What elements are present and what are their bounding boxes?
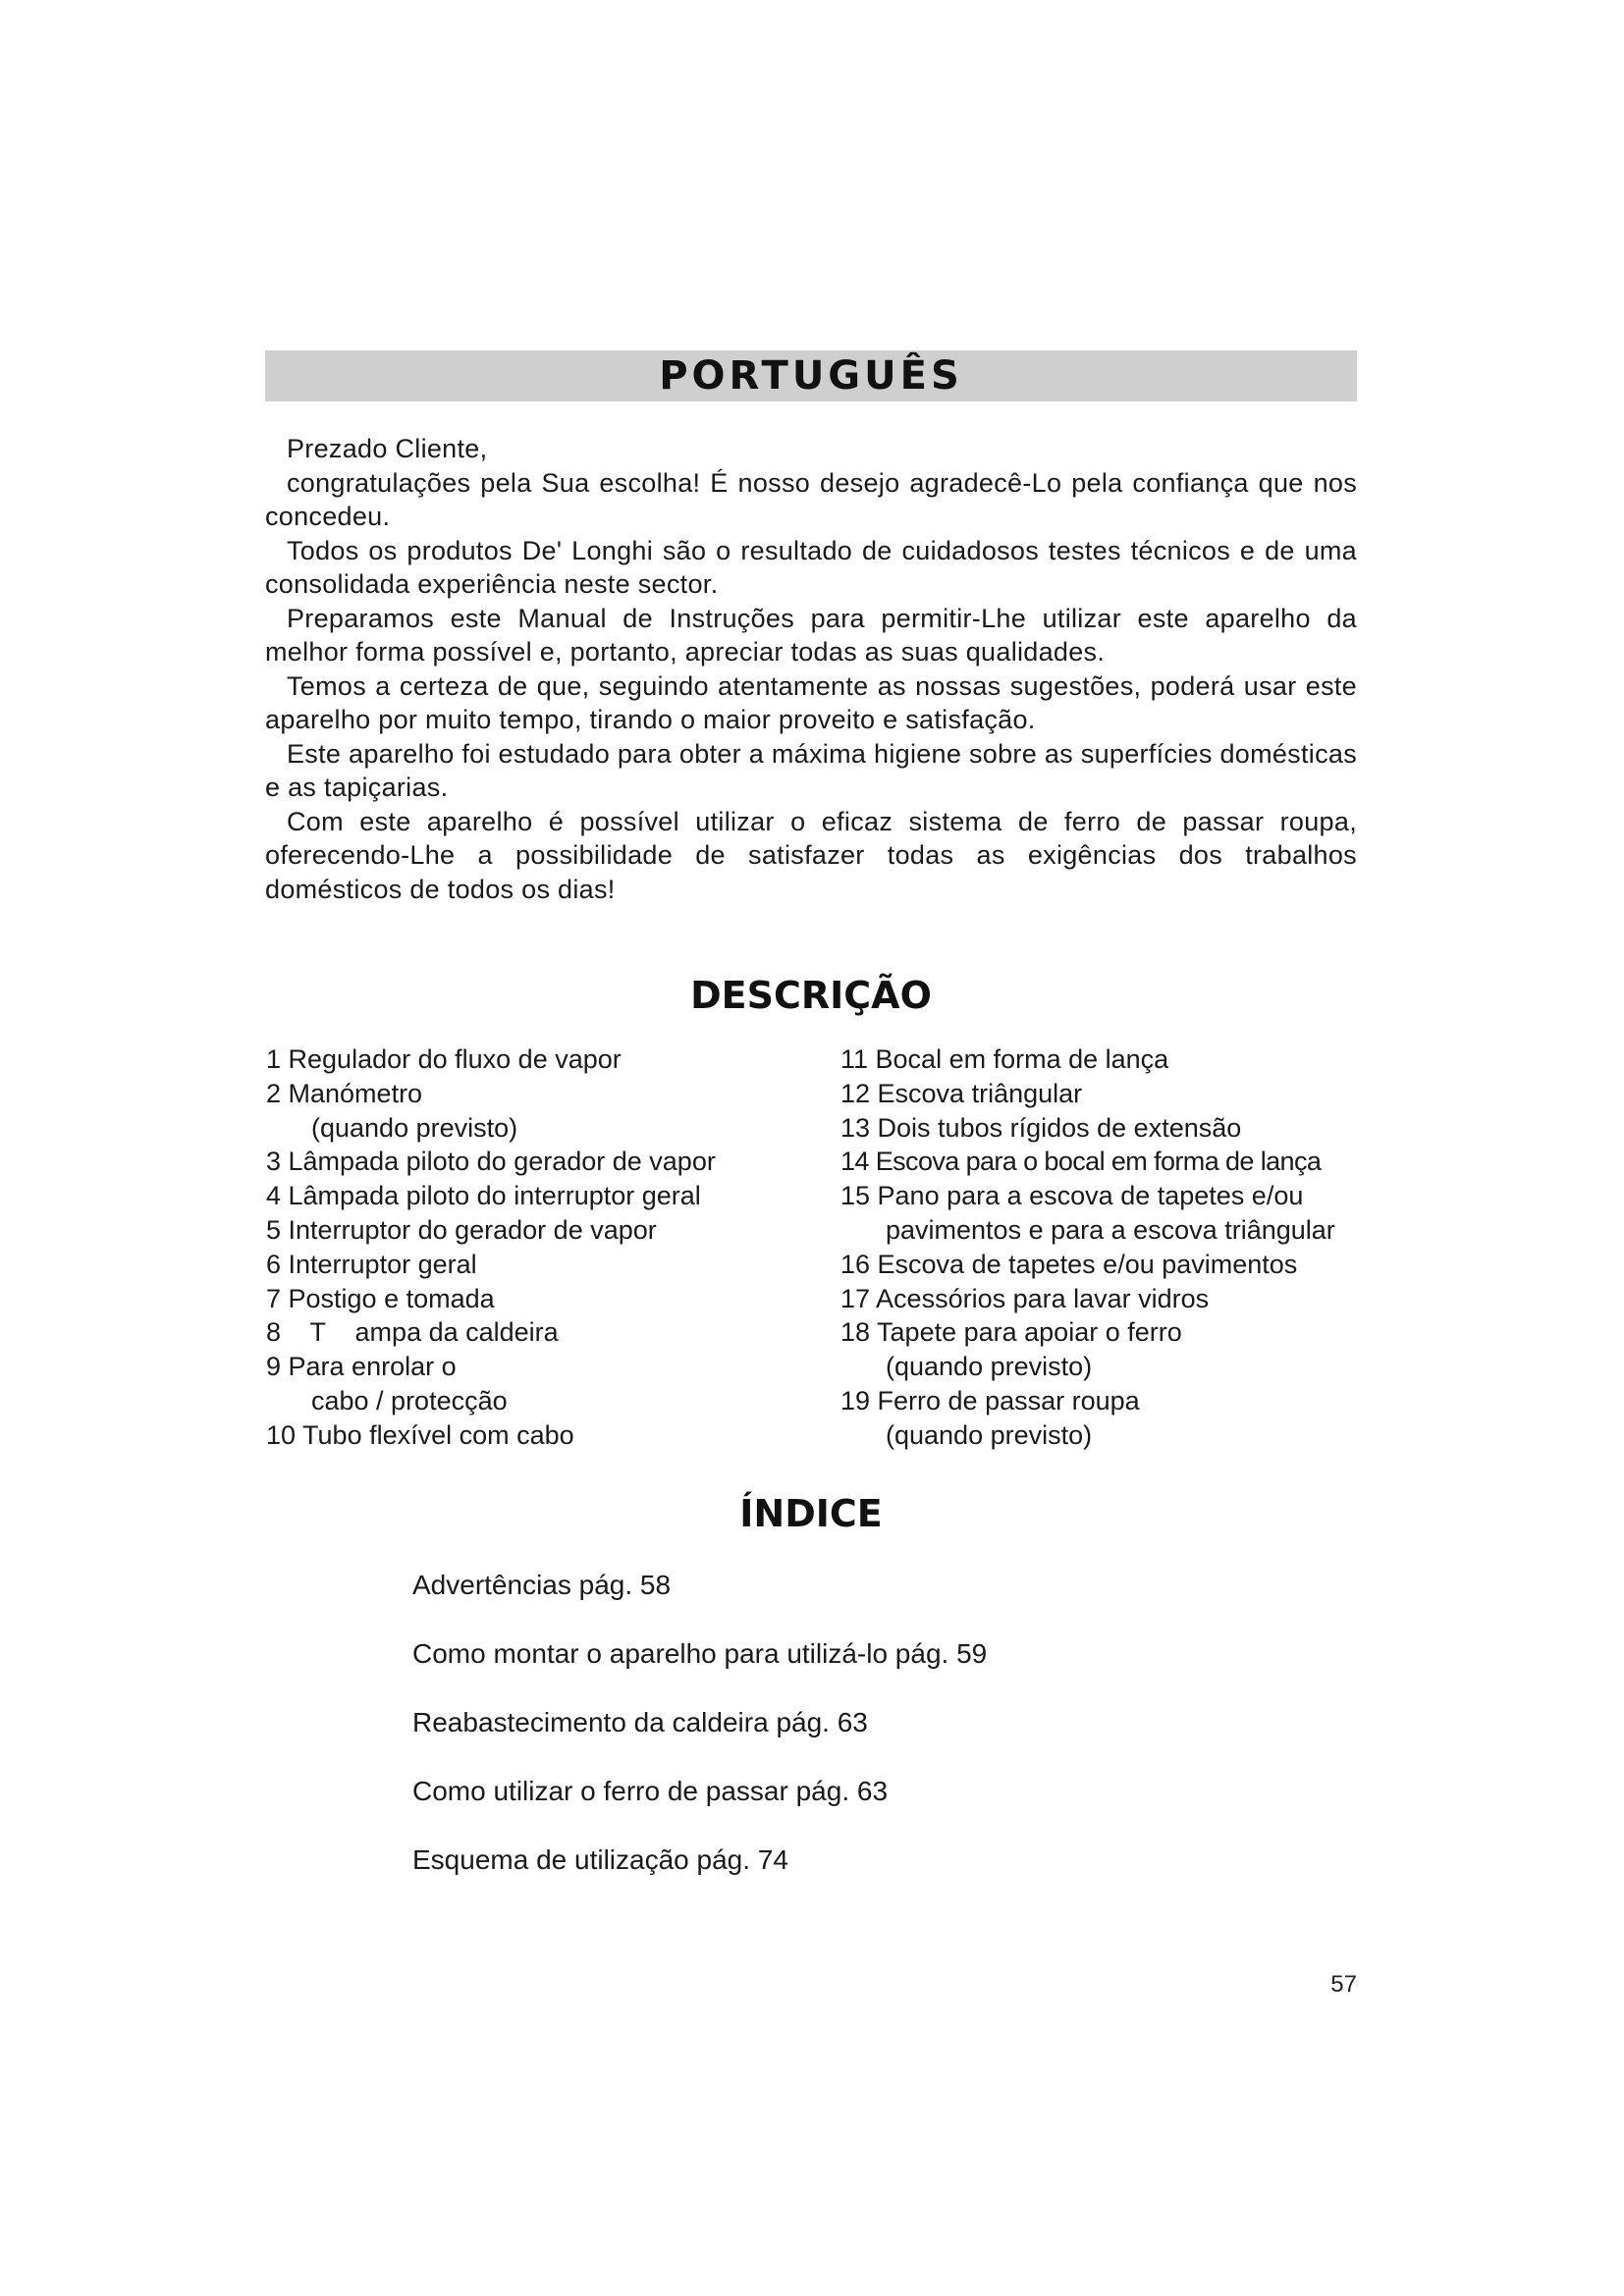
list-item: 19 Ferro de passar roupa (840, 1385, 1140, 1415)
list-item: 17 Acessórios para lavar vidros (840, 1283, 1210, 1313)
page-number: 57 (1330, 1971, 1357, 1998)
description-list-right (840, 1042, 1371, 1453)
intro-paragraph: Este aparelho foi estudado para obter a máxima higiene sobre as superfícies domésticas e as tapiçarias. (265, 738, 1357, 802)
index-entry: Esquema de utilização pág. 74 (412, 1844, 788, 1875)
list-item: 5 Interruptor do gerador de vapor (266, 1214, 657, 1245)
intro-text (265, 432, 1357, 906)
language-title: PORTUGUÊS (659, 353, 963, 399)
index-entry: Como utilizar o ferro de passar pág. 63 (412, 1776, 889, 1806)
intro-paragraph: congratulações pela Sua escolha! É nosso desejo agradecê-Lo pela confiança que nos concedeu. (265, 467, 1357, 531)
list-item: pavimentos e para a escova triângular (886, 1214, 1335, 1245)
list-item: 6 Interruptor geral (266, 1249, 477, 1279)
index-entry: Como montar o aparelho para utilizá-lo pág. 59 (412, 1638, 988, 1669)
list-item: 3 Lâmpada piloto do gerador de vapor (266, 1147, 716, 1177)
list-item: 18 Tapete para apoiar o ferro (840, 1317, 1182, 1348)
list-item: (quando previsto) (886, 1352, 1093, 1382)
description-title: DESCRIÇÃO (690, 974, 932, 1017)
list-item: 11 Bocal em forma de lança (840, 1044, 1169, 1074)
list-item: 14 Escova para o bocal em forma de lança (840, 1147, 1322, 1177)
list-item: (quando previsto) (886, 1419, 1093, 1450)
list-item: 8 T ampa da caldeira (266, 1317, 559, 1348)
description-list-left (266, 1042, 816, 1453)
list-item: 2 Manómetro (266, 1078, 423, 1108)
list-item: cabo / protecção (311, 1385, 508, 1415)
list-item: 4 Lâmpada piloto do interruptor geral (266, 1181, 701, 1211)
index-list (412, 1569, 1296, 1912)
list-item: 1 Regulador do fluxo de vapor (266, 1044, 622, 1074)
list-item: 7 Postigo e tomada (266, 1283, 495, 1313)
index-entry: Reabastecimento da caldeira pág. 63 (412, 1707, 868, 1737)
list-item: 16 Escova de tapetes e/ou pavimentos (840, 1249, 1298, 1279)
intro-paragraph: Temos a certeza de que, seguindo atentamente as nossas sugestões, poderá usar este aparelho por muito tempo, tirando o maior proveito e satisfação. (265, 670, 1357, 734)
language-banner (265, 350, 1357, 401)
greeting: Prezado Cliente, (287, 434, 488, 463)
intro-paragraph: Todos os produtos De' Longhi são o resultado de cuidadosos testes técnicos e de uma consolidada experiência neste sector. (265, 535, 1357, 599)
list-item: 13 Dois tubos rígidos de extensão (840, 1112, 1242, 1143)
index-entry: Advertências pág. 58 (412, 1570, 672, 1600)
index-title: ÍNDICE (739, 1492, 883, 1535)
list-item: 10 Tubo flexível com cabo (266, 1419, 574, 1450)
list-item: 12 Escova triângular (840, 1078, 1083, 1108)
intro-paragraph: Com este aparelho é possível utilizar o eficaz sistema de ferro de passar roupa, oferecendo-Lhe a possibilidade de satisfazer todas as exigências dos trabalhos domésticos de todos os dias! (265, 806, 1357, 904)
list-item: 9 Para enrolar o (266, 1352, 457, 1382)
intro-paragraph: Preparamos este Manual de Instruções para permitir-Lhe utilizar este aparelho da melhor forma possível e, portanto, apreciar todas as suas qualidades. (265, 603, 1357, 667)
list-item: (quando previsto) (311, 1112, 518, 1143)
list-item: 15 Pano para a escova de tapetes e/ou (840, 1181, 1304, 1211)
